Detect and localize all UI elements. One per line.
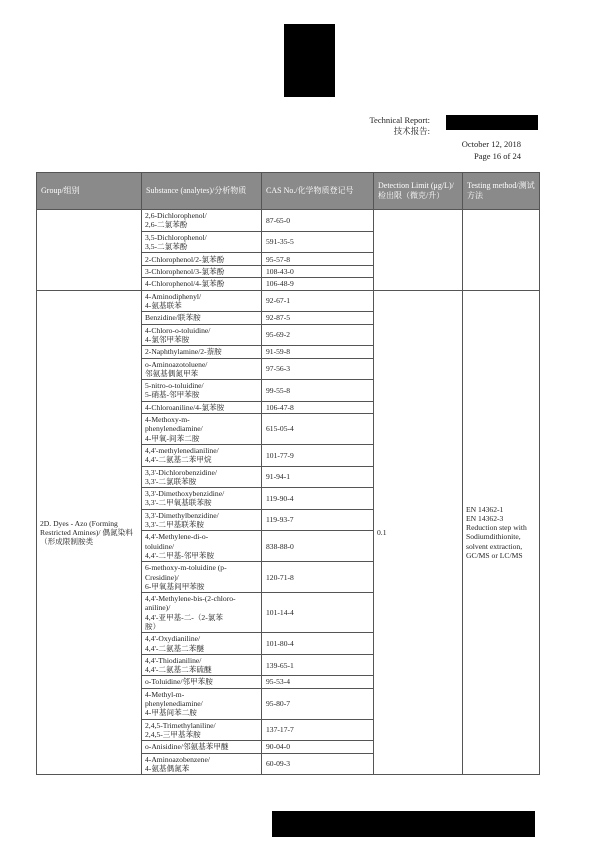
cas-cell: 139-65-1 <box>262 654 374 676</box>
substance-cell: 3-Chlorophenol/3-氯苯酚 <box>142 266 262 278</box>
substance-cell: 4,4'-Oxydianiline/ 4,4'-二氨基二苯醚 <box>142 633 262 655</box>
cas-cell: 137-17-7 <box>262 719 374 741</box>
cas-cell: 95-69-2 <box>262 324 374 346</box>
cas-cell: 101-14-4 <box>262 593 374 633</box>
substance-cell: 3,3'-Dichlorobenzidine/ 3,3'-二氯联苯胺 <box>142 466 262 488</box>
cas-cell: 119-93-7 <box>262 509 374 531</box>
substance-cell: 4-Aminodiphenyl/ 4-氨基联苯 <box>142 290 262 312</box>
page-number: Page 16 of 24 <box>474 151 521 161</box>
cas-cell: 92-87-5 <box>262 312 374 324</box>
col-header-test-method: Testing method/测试方法 <box>463 173 540 210</box>
table-row <box>37 290 540 312</box>
report-label-en: Technical Report: <box>369 115 430 125</box>
cas-cell: 615-05-4 <box>262 414 374 445</box>
substance-cell: 4-Aminoazobenzene/ 4-氨基偶氮苯 <box>142 753 262 775</box>
cas-cell: 108-43-0 <box>262 266 374 278</box>
substance-cell: 4-Chloroaniline/4-氯苯胺 <box>142 401 262 413</box>
substance-cell: o-Toluidine/邻甲苯胺 <box>142 676 262 688</box>
substance-cell: o-Anisidine/邻氨基苯甲醚 <box>142 741 262 753</box>
redacted-logo <box>284 24 335 97</box>
substance-cell: 2-Naphthylamine/2-萘胺 <box>142 346 262 358</box>
cas-cell: 106-48-9 <box>262 278 374 290</box>
cas-cell: 101-77-9 <box>262 444 374 466</box>
redacted-signature <box>272 811 535 837</box>
cas-cell: 119-90-4 <box>262 488 374 510</box>
cas-cell: 95-57-8 <box>262 253 374 266</box>
cas-cell: 591-35-5 <box>262 231 374 253</box>
cas-cell: 87-65-0 <box>262 210 374 232</box>
cas-cell: 95-80-7 <box>262 688 374 719</box>
substance-cell: 4,4'-Methylene-bis-(2-chloro- aniline)/ 4,4'-亚甲基-二-（2-氯苯 胺） <box>142 593 262 633</box>
substance-cell: o-Aminoazotoluene/ 邻氨基偶氮甲苯 <box>142 358 262 380</box>
cas-cell: 91-94-1 <box>262 466 374 488</box>
substance-cell: 4-Methoxy-m- phenylenediamine/ 4-甲氧-间苯二胺 <box>142 414 262 445</box>
group-azo-dyes <box>37 290 540 774</box>
cas-cell: 97-56-3 <box>262 358 374 380</box>
group-cell-empty <box>37 210 142 291</box>
substance-cell: 4-Chlorophenol/4-氯苯酚 <box>142 278 262 290</box>
col-header-detection-limit: Detection Limit (μg/L)/检出限（微克/升） <box>374 173 463 210</box>
substance-cell: 5-nitro-o-toluidine/ 5-硝基-邻甲苯胺 <box>142 380 262 402</box>
substance-cell: 3,3'-Dimethylbenzidine/ 3,3'-二甲基联苯胺 <box>142 509 262 531</box>
substance-cell: 4,4'-Thiodianiline/ 4,4'-二氨基二苯硫醚 <box>142 654 262 676</box>
cas-cell: 92-67-1 <box>262 290 374 312</box>
test-method-cell: EN 14362-1 EN 14362-3 Reduction step with Sodiumdithionite, solvent extraction, GC/MS or LC/MS <box>463 290 540 774</box>
cas-cell: 838-88-0 <box>262 531 374 562</box>
substance-cell: 2,6-Dichlorophenol/ 2,6-二氯苯酚 <box>142 210 262 232</box>
test-results-table <box>36 172 540 775</box>
substance-cell: 3,3'-Dimethoxybenzidine/ 3,3'-二甲氧基联苯胺 <box>142 488 262 510</box>
cas-cell: 95-53-4 <box>262 676 374 688</box>
col-header-group: Group/组别 <box>37 173 142 210</box>
col-header-cas: CAS No./化学物质登记号 <box>262 173 374 210</box>
table-header-row <box>37 173 540 210</box>
cas-cell: 106-47-8 <box>262 401 374 413</box>
cas-cell: 101-80-4 <box>262 633 374 655</box>
report-label-cn: 技术报告: <box>393 126 430 136</box>
group-chlorophenols <box>37 210 540 291</box>
report-date: October 12, 2018 <box>461 139 521 149</box>
col-header-substance: Substance (analytes)/分析物质 <box>142 173 262 210</box>
detection-limit-cell-empty <box>374 210 463 291</box>
cas-cell: 60-09-3 <box>262 753 374 775</box>
detection-limit-cell: 0.1 <box>374 290 463 774</box>
cas-cell: 91-59-8 <box>262 346 374 358</box>
cas-cell: 99-55-8 <box>262 380 374 402</box>
cas-cell: 120-71-8 <box>262 562 374 593</box>
substance-cell: 3,5-Dichlorophenol/ 3,5-二氯苯酚 <box>142 231 262 253</box>
table-row <box>37 210 540 232</box>
report-label <box>334 115 430 137</box>
substance-cell: 4-Methyl-m- phenylenediamine/ 4-甲基间苯二胺 <box>142 688 262 719</box>
substance-cell: 4-Chloro-o-toluidine/ 4-氯邻甲苯胺 <box>142 324 262 346</box>
substance-cell: 4,4'-methylenedianiline/ 4,4'-二氨基二苯甲烷 <box>142 444 262 466</box>
substance-cell: Benzidine/联苯胺 <box>142 312 262 324</box>
substance-cell: 6-methoxy-m-toluidine (p- Cresidine)/ 6-甲氧基间甲苯胺 <box>142 562 262 593</box>
substance-cell: 2,4,5-Trimethylaniline/ 2,4,5-三甲基苯胺 <box>142 719 262 741</box>
cas-cell: 90-04-0 <box>262 741 374 753</box>
group-name-cell: 2D. Dyes - Azo (Forming Restricted Amines)/ 偶氮染料（形成限制胺类 <box>37 290 142 774</box>
redacted-report-number <box>446 115 538 130</box>
substance-cell: 2-Chlorophenol/2-氯苯酚 <box>142 253 262 266</box>
substance-cell: 4,4'-Methylene-di-o- toluidine/ 4,4'-二甲基-邻甲苯胺 <box>142 531 262 562</box>
method-cell-empty <box>463 210 540 291</box>
